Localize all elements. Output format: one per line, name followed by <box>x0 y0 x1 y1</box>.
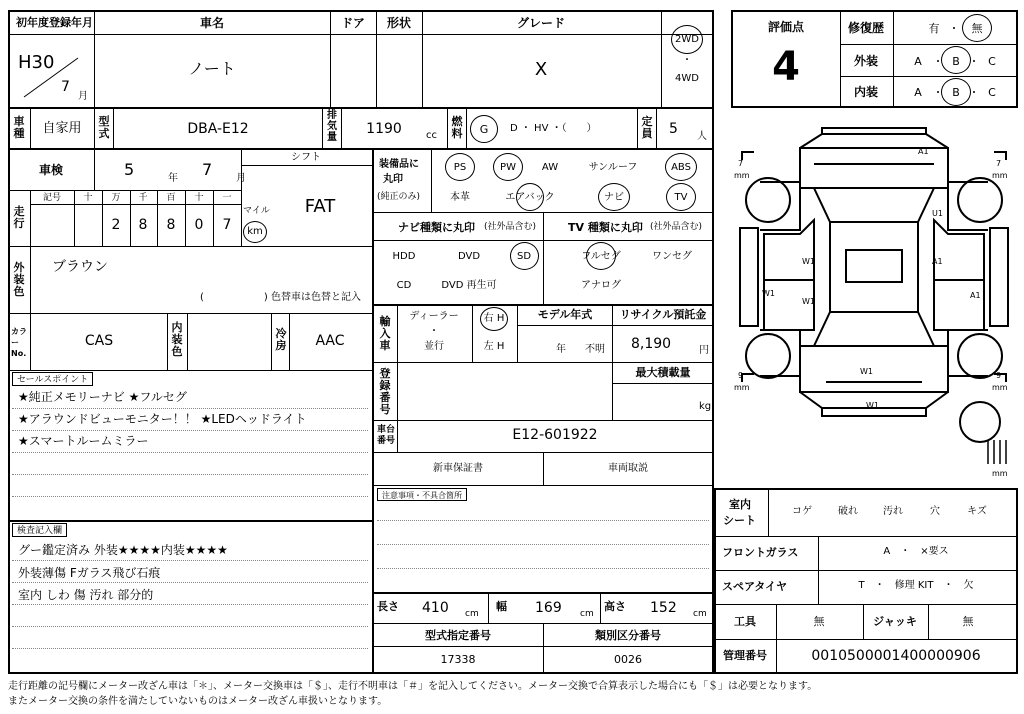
mileage-col-header: 十 <box>83 193 93 203</box>
equip-item: 本革 <box>450 192 470 203</box>
ext-grade-b: B <box>952 55 960 68</box>
category-label: 類別区分番号 <box>595 629 661 642</box>
damage-mark-a1: A1 <box>970 291 981 300</box>
tire-mark: 9 <box>996 371 1002 380</box>
tools-label: 工具 <box>734 615 756 628</box>
navi-item: DVD <box>457 251 481 262</box>
ext-dot: ・ <box>968 55 980 68</box>
inspection-month: 7 <box>202 160 213 179</box>
fuel-label: 燃料 <box>451 115 463 140</box>
yen-unit: 円 <box>699 345 709 356</box>
jack-value: 無 <box>962 615 974 628</box>
shift-label: シフト <box>291 152 321 163</box>
equip-item: ABS <box>671 162 691 173</box>
recycle-value: 8,190 <box>631 336 672 352</box>
inspection-note-line: 室内 しわ 傷 汚れ 部分的 <box>18 588 154 602</box>
score-label: 評価点 <box>767 20 805 34</box>
manual-label: 車両取説 <box>608 463 648 474</box>
grade-label: グレード <box>516 16 566 30</box>
tools-value: 無 <box>813 615 825 628</box>
height-label: 高さ <box>604 600 626 613</box>
damage-mark-w1: W1 <box>802 297 815 306</box>
import-dot: ・ <box>429 326 439 337</box>
int-grade-c: C <box>988 86 996 99</box>
door-label: ドア <box>341 16 365 30</box>
sales-label-text: セールスポイント <box>17 375 89 385</box>
inspection-notes-label-text: 検査記入欄 <box>17 526 63 536</box>
equip-item: AW <box>541 162 559 173</box>
grid-line <box>661 11 662 107</box>
left-handle: 左 H <box>483 341 505 352</box>
tire-mm: mm <box>992 171 1008 180</box>
mileage-col-header: 万 <box>111 193 121 203</box>
grid-line <box>9 34 713 35</box>
equip-item: サンルーフ <box>588 162 638 173</box>
chassis-label: 車台番号 <box>377 425 396 446</box>
category: 0026 <box>614 653 642 666</box>
ac-value: AAC <box>315 333 345 349</box>
drive-2wd: 2WD <box>675 34 699 45</box>
mileage-digit: 7 <box>222 217 232 233</box>
displacement-label: 排気量 <box>327 110 337 143</box>
drive-dot: ・ <box>682 55 692 66</box>
fuel-g: G <box>479 123 489 136</box>
tire-mm: mm <box>734 383 750 392</box>
inspection-note-line: 外装薄傷 Fガラス飛び石痕 <box>18 566 161 580</box>
glass-label: フロントガラス <box>722 546 799 559</box>
tv-item: ワンセグ <box>652 251 692 262</box>
sales-label <box>12 372 93 386</box>
grid-line <box>422 11 423 107</box>
mileage-digit: 8 <box>138 217 148 233</box>
import-parallel: 並行 <box>424 341 444 352</box>
navi-item: CD <box>396 280 412 291</box>
person-unit: 人 <box>697 131 707 142</box>
inspection-note-line: グー鑑定済み 外装★★★★内装★★★★ <box>18 543 228 557</box>
int-grade-a: A <box>914 86 922 99</box>
equipment-label: 装備品に <box>379 159 419 170</box>
recycle-label: リサイクル預託金 <box>619 308 707 321</box>
sales-line: ★純正メモリーナビ ★フルセグ <box>18 390 187 404</box>
reg-era: H30 <box>18 52 55 73</box>
reg-month-unit: 月 <box>78 91 88 102</box>
tv-sub: (社外品含む) <box>650 222 703 232</box>
navi-label: ナビ種類に丸印 <box>398 221 475 234</box>
equip-item: PS <box>453 162 467 173</box>
repair-sep: ・ <box>948 22 960 35</box>
type-designation: 17338 <box>440 653 476 666</box>
ac-label: 冷房 <box>275 327 287 352</box>
grid-line <box>330 11 331 107</box>
equip-item: TV <box>674 192 688 203</box>
ext-dot: ・ <box>932 55 944 68</box>
type-designation-label: 型式指定番号 <box>425 629 491 642</box>
km-label: km <box>247 226 263 237</box>
tv-item: フルセグ <box>581 251 621 262</box>
int-dot: ・ <box>932 86 944 99</box>
equipment-label-2: 丸印 <box>383 174 403 185</box>
color-label: 外装色 <box>13 261 25 298</box>
usage: 自家用 <box>42 121 82 136</box>
tire-mm: mm <box>992 383 1008 392</box>
tv-item: アナログ <box>581 280 621 291</box>
interior-color-label: 内装色 <box>171 321 183 358</box>
reg-year-label: 初年度登録年月 <box>16 16 93 29</box>
color-note: ( ) 色替車は色替と記入 <box>200 292 361 303</box>
width-value: 169 <box>535 600 562 616</box>
width-unit: cm <box>580 609 594 619</box>
spare-value: T ・ 修理 KIT ・ 欠 <box>858 580 974 591</box>
reg-month: 7 <box>61 79 70 95</box>
equip-item: ナビ <box>604 192 624 203</box>
notes-label <box>377 488 467 501</box>
mileage-digit: 8 <box>166 217 176 233</box>
mgmt-label: 管理番号 <box>723 649 767 662</box>
seat-item: 汚れ <box>883 506 903 517</box>
slash-divider <box>22 55 82 100</box>
capacity: 5 <box>669 121 678 137</box>
column-divider <box>372 149 374 673</box>
color-value: ブラウン <box>52 259 108 275</box>
import-dealer: ディーラー <box>409 311 459 322</box>
mileage-col-header: 記号 <box>42 193 62 203</box>
model-year-year: 年 <box>556 344 566 355</box>
mileage-col-header: 千 <box>138 193 148 203</box>
navi-item: DVD 再生可 <box>441 280 497 291</box>
exterior-label: 外装 <box>853 54 879 68</box>
car-damage-diagram <box>730 120 1020 480</box>
body-type-label: 形状 <box>386 16 412 30</box>
shift-value: FAT <box>304 196 336 217</box>
jack-label: ジャッキ <box>873 615 917 628</box>
grid-line <box>9 107 713 109</box>
seat-item: コゲ <box>792 506 812 517</box>
score-value: 4 <box>772 44 800 90</box>
navi-item: HDD <box>392 251 416 262</box>
warranty-label: 新車保証書 <box>433 463 483 474</box>
mileage-col-header: 百 <box>166 193 176 203</box>
length-value: 410 <box>422 600 449 616</box>
damage-mark-w1: W1 <box>866 401 879 410</box>
damage-mark-w1: W1 <box>802 257 815 266</box>
inspection-label: 車検 <box>38 163 64 177</box>
inspection-month-unit: 月 <box>236 173 246 184</box>
drive-4wd: 4WD <box>675 73 699 84</box>
notes-label-text: 注意事項・不具合箇所 <box>382 491 462 500</box>
int-dot: ・ <box>968 86 980 99</box>
seat-item: 穴 <box>930 506 940 517</box>
equip-item: PW <box>500 162 516 173</box>
mgmt-value: 0010500001400000906 <box>811 648 981 664</box>
int-grade-b: B <box>952 86 960 99</box>
car-name-label: 車名 <box>199 16 225 30</box>
height-value: 152 <box>650 600 677 616</box>
sales-line: ★スマートルームミラー <box>18 434 149 448</box>
tire-mark: 7 <box>996 159 1002 168</box>
cc-unit: cc <box>426 130 437 141</box>
model-year-unknown: 不明 <box>585 344 605 355</box>
seat-label: 室内 <box>729 498 751 511</box>
tire-mark: 9 <box>738 371 744 380</box>
length-label: 長さ <box>377 600 399 613</box>
damage-mark-a1: A1 <box>932 257 943 266</box>
ext-grade-c: C <box>988 55 996 68</box>
length-unit: cm <box>465 609 479 619</box>
repair-yes: 有 <box>928 22 940 35</box>
damage-mark-w1: W1 <box>860 367 873 376</box>
footer-note-2: またメーター交換の条件を満たしていないものはメーター改ざん車扱いとなります。 <box>8 696 388 707</box>
right-handle: 右 H <box>483 313 505 324</box>
interior-label: 内装 <box>853 85 879 99</box>
model-year-label: モデル年式 <box>537 308 593 321</box>
damage-mark-a1: A1 <box>918 147 929 156</box>
import-label: 輸入車 <box>379 315 391 352</box>
repair-no: 無 <box>971 22 983 35</box>
tire-mm: mm <box>734 171 750 180</box>
kg-unit: kg <box>699 401 712 412</box>
model-label: 型式 <box>98 115 110 140</box>
usage-label: 車種 <box>13 115 25 140</box>
displacement: 1190 <box>366 121 402 137</box>
spare-label: スペアタイヤ <box>722 580 788 593</box>
ext-grade-a: A <box>914 55 922 68</box>
tire-mark: 7 <box>738 159 744 168</box>
grid-line <box>9 148 713 150</box>
mileage-col-header: 十 <box>194 193 204 203</box>
height-unit: cm <box>693 609 707 619</box>
capacity-label: 定員 <box>641 115 653 140</box>
damage-mark-u1: U1 <box>932 209 943 218</box>
seat-label-2: シート <box>723 514 756 527</box>
max-load-label: 最大積載量 <box>635 366 691 379</box>
tv-label: TV 種類に丸印 <box>568 221 643 234</box>
equipment-sub-label: (純正のみ) <box>377 192 421 202</box>
glass-value: A ・ ×要ス <box>883 546 949 557</box>
color-code-label: カラーNo. <box>11 327 27 358</box>
seat-item: 破れ <box>838 506 858 517</box>
model: DBA-E12 <box>187 121 249 137</box>
inspection-notes-label <box>12 523 67 537</box>
inspection-year-unit: 年 <box>168 173 178 184</box>
navi-item: SD <box>516 251 532 262</box>
grid-line <box>94 11 95 107</box>
navi-sub: (社外品含む) <box>484 222 537 232</box>
sales-line: ★アラウンドビューモニター！！ ★LEDヘッドライト <box>18 412 307 426</box>
equip-item: エアバック <box>505 192 555 203</box>
grid-line <box>376 11 377 107</box>
inspection-year: 5 <box>124 160 135 179</box>
footer-note-1: 走行距離の記号欄にメーター改ざん車は「＊」、メーター交換車は「＄」、走行不明車は「＃」を記入してください。メーター交換で合算表示した場合にも「＄」は必要となります。 <box>8 681 818 692</box>
mileage-digit: 2 <box>111 217 121 233</box>
seat-item: キズ <box>967 506 987 517</box>
grade: X <box>534 59 548 80</box>
mileage-label: 走行 <box>13 205 25 230</box>
repair-label: 修復歴 <box>847 21 885 35</box>
color-code: CAS <box>84 333 114 349</box>
mileage-col-header: 一 <box>222 193 232 203</box>
mile-label: マイル <box>243 206 270 216</box>
damage-mark-w1: W1 <box>762 289 775 298</box>
mileage-digit: 0 <box>194 217 204 233</box>
registration-label: 登録番号 <box>379 367 391 416</box>
tire-mm: mm <box>992 469 1008 478</box>
width-label: 幅 <box>496 600 507 613</box>
chassis-number: E12-601922 <box>512 427 598 443</box>
car-name: ノート <box>188 59 236 78</box>
fuel-rest: D ・ HV ・（ ） <box>510 123 597 134</box>
